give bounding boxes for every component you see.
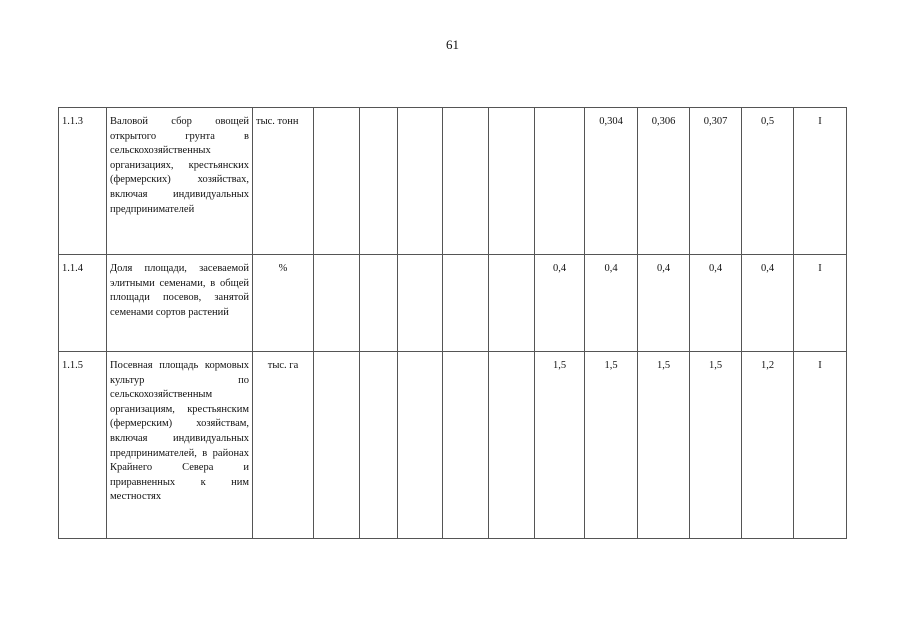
value-cell (489, 352, 535, 539)
value-cell: 0,5 (742, 108, 794, 255)
page-number: 61 (446, 37, 459, 52)
indicators-table (58, 107, 847, 539)
table-row (59, 352, 847, 539)
value-cell (443, 352, 489, 539)
value-cell (398, 352, 443, 539)
table-row (59, 108, 847, 255)
value-cell (398, 255, 443, 352)
row-number: 1.1.5 (59, 352, 107, 539)
value-cell: 1,5 (638, 352, 690, 539)
indicator-name: Посевная площадь кормовых культур по сельскохозяйственным организациям, крестьянским (фермерским) хозяйствам, включая индивидуальных предпринимателей, в районах Крайнего Севера и приравненных к ним местностях (107, 352, 253, 539)
flag-cell: I (794, 352, 847, 539)
value-cell: 0,4 (585, 255, 638, 352)
value-cell (314, 255, 360, 352)
value-cell: 1,2 (742, 352, 794, 539)
value-cell: 0,4 (742, 255, 794, 352)
value-cell (443, 255, 489, 352)
indicator-name: Валовой сбор овощей открытого грунта в сельскохозяйственных организациях, крестьянских (фермерских) хозяйствах, включая индивидуальных предпринимателей (107, 108, 253, 255)
indicator-name: Доля площади, засеваемой элитными семенами, в общей площади посевов, занятой семенами сортов растений (107, 255, 253, 352)
value-cell (360, 108, 398, 255)
value-cell: 0,4 (690, 255, 742, 352)
value-cell (314, 352, 360, 539)
value-cell (535, 108, 585, 255)
row-number: 1.1.3 (59, 108, 107, 255)
value-cell (398, 108, 443, 255)
value-cell (360, 255, 398, 352)
value-cell: 0,4 (535, 255, 585, 352)
value-cell: 0,4 (638, 255, 690, 352)
unit-cell: % (253, 255, 314, 352)
unit-cell: тыс. тонн (253, 108, 314, 255)
value-cell: 0,307 (690, 108, 742, 255)
value-cell: 0,304 (585, 108, 638, 255)
unit-cell: тыс. га (253, 352, 314, 539)
value-cell: 1,5 (585, 352, 638, 539)
flag-cell: I (794, 255, 847, 352)
value-cell (489, 108, 535, 255)
value-cell: 0,306 (638, 108, 690, 255)
value-cell: 1,5 (690, 352, 742, 539)
flag-cell: I (794, 108, 847, 255)
value-cell: 1,5 (535, 352, 585, 539)
value-cell (489, 255, 535, 352)
value-cell (314, 108, 360, 255)
row-number: 1.1.4 (59, 255, 107, 352)
value-cell (360, 352, 398, 539)
table-row (59, 255, 847, 352)
value-cell (443, 108, 489, 255)
